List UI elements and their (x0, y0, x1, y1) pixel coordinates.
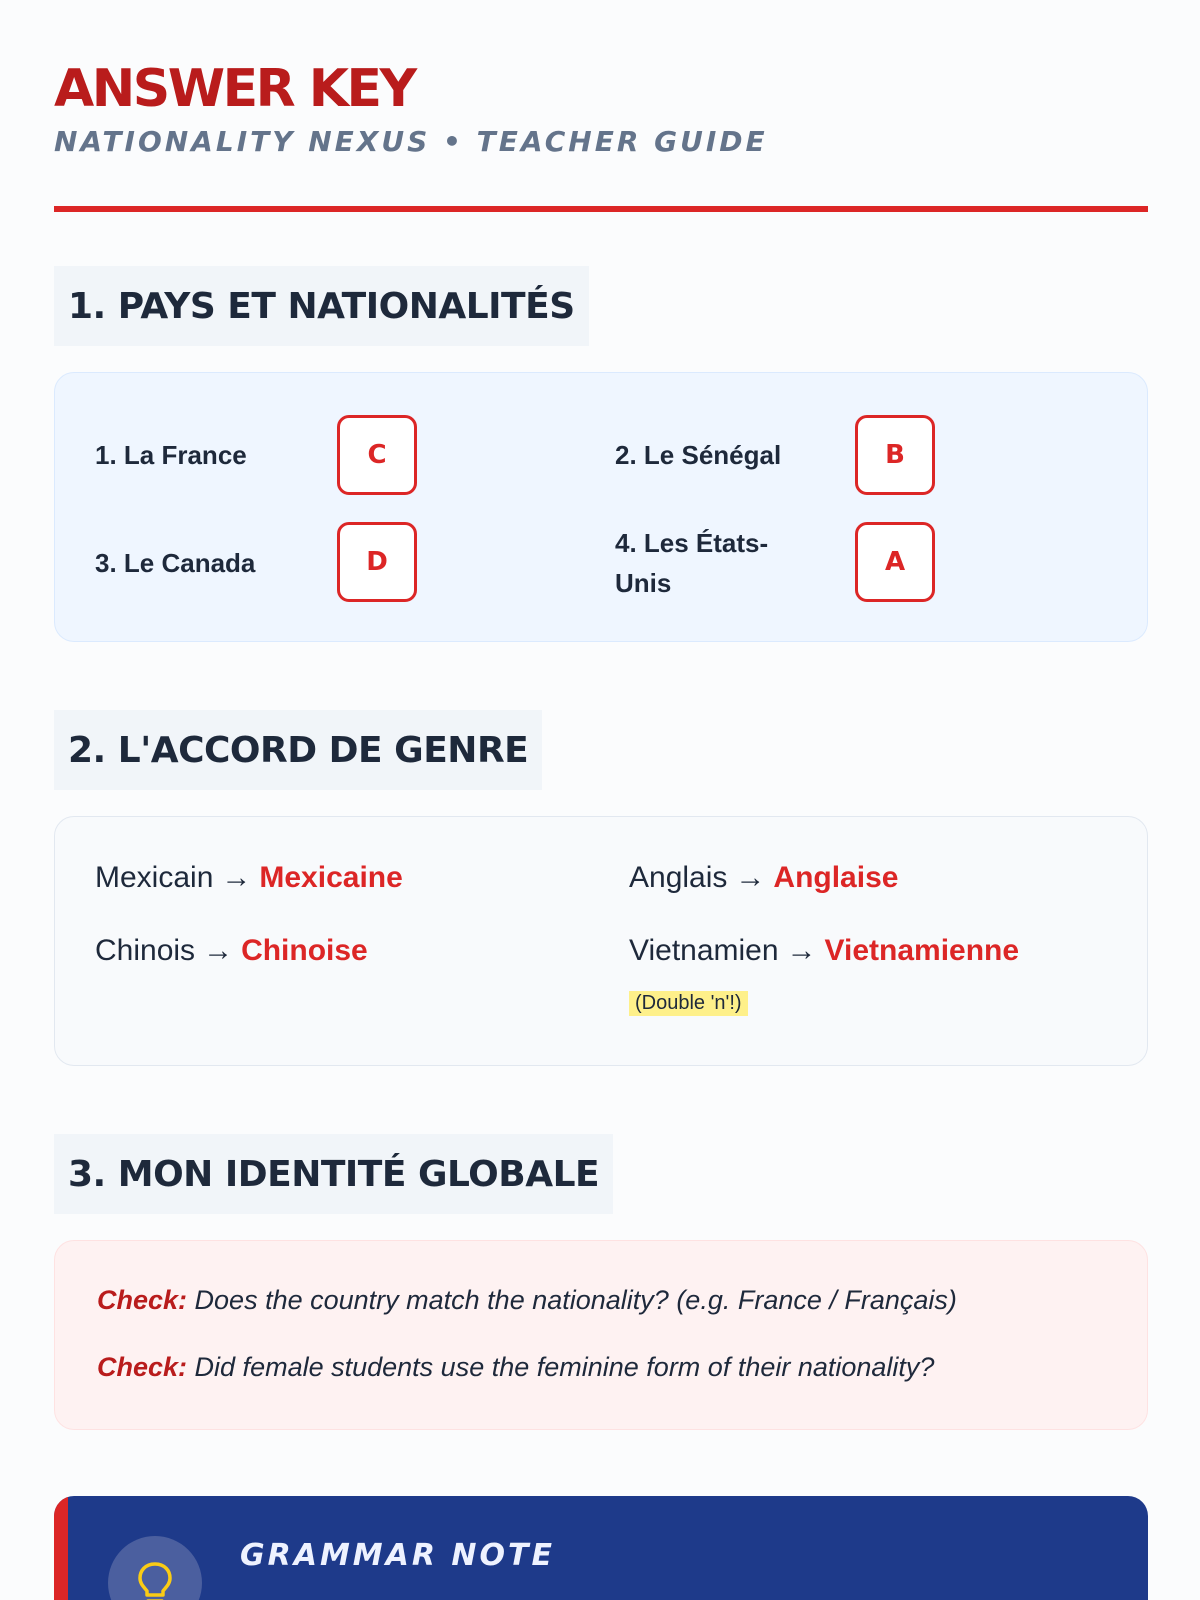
match-label: 3. Le Canada (95, 548, 256, 578)
section-3-heading-text: 3. MON IDENTITÉ GLOBALE (68, 1153, 600, 1195)
answer-box: C (337, 415, 417, 495)
agreement-item (95, 934, 368, 968)
section-2-heading (54, 710, 542, 790)
grammar-note-title: GRAMMAR NOTE (240, 1538, 555, 1573)
arrow-icon: → (203, 934, 234, 967)
masculine-form: Anglais (629, 861, 728, 894)
page-title: ANSWER KEY (54, 59, 415, 119)
section-3-heading (54, 1134, 613, 1214)
feminine-form: Vietnamienne (824, 934, 1020, 967)
header-divider (54, 206, 1148, 212)
check-text: Does the country match the nationality? (e.g. France / Français) (194, 1285, 957, 1315)
section-1-heading (54, 266, 589, 346)
match-item (615, 523, 805, 603)
check-item (97, 1352, 934, 1383)
masculine-form: Chinois (95, 934, 196, 967)
arrow-icon: → (735, 861, 766, 894)
check-prefix: Check: (97, 1285, 188, 1315)
check-item (97, 1285, 957, 1316)
match-item (615, 435, 781, 475)
answer-box: B (855, 415, 935, 495)
grammar-note-accent-bar (54, 1496, 68, 1600)
match-item (95, 435, 247, 475)
agreement-item (629, 861, 898, 895)
gender-agreement-card (54, 816, 1148, 1066)
arrow-icon: → (786, 934, 817, 967)
match-label: 4. Les États-Unis (615, 528, 769, 598)
check-prefix: Check: (97, 1352, 188, 1382)
agreement-item (95, 861, 403, 895)
arrow-icon: → (221, 861, 252, 894)
match-label: 2. Le Sénégal (615, 440, 782, 470)
check-text: Did female students use the feminine form of their nationality? (194, 1352, 935, 1382)
page-subtitle: NATIONALITY NEXUS • TEACHER GUIDE (54, 125, 768, 158)
masculine-form: Vietnamien (629, 934, 779, 967)
answer-box: D (337, 522, 417, 602)
lightbulb-icon (108, 1536, 202, 1600)
answer-box: A (855, 522, 935, 602)
double-n-note: (Double 'n'!) (629, 991, 748, 1016)
feminine-form: Chinoise (241, 934, 368, 967)
section-1-heading-text: 1. PAYS ET NATIONALITÉS (68, 285, 575, 327)
matching-card (54, 372, 1148, 642)
match-item (95, 543, 255, 583)
page-header (54, 58, 768, 160)
agreement-item (629, 934, 1019, 968)
checklist-card (54, 1240, 1148, 1430)
feminine-form: Anglaise (773, 861, 899, 894)
masculine-form: Mexicain (95, 861, 214, 894)
match-label: 1. La France (95, 440, 247, 470)
feminine-form: Mexicaine (259, 861, 403, 894)
section-2-heading-text: 2. L'ACCORD DE GENRE (68, 729, 529, 771)
grammar-note-panel (54, 1496, 1148, 1600)
